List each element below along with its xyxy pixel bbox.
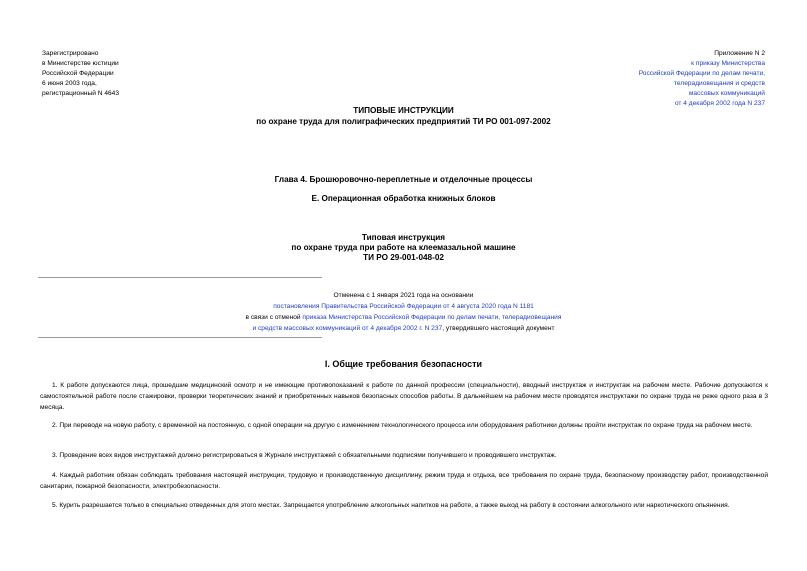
appendix-link-line: Российской Федерации по делам печати, bbox=[638, 70, 765, 77]
paragraph: 1. К работе допускаются лица, прошедшие медицинский осмотр и не имеющие противопоказаний к работе по данной профессии (специальности), вводный инструктаж и инструктаж на рабочем месте. Рабочие допускаются к самостоятельной работе после стажировки, проверки теоретических знаний и приобретенных навыков безопасных способов работы. В дальнейшем на рабочем месте проводятся инструктажи по охране труда не реже одного раза в 3 месяца. bbox=[40, 382, 768, 411]
subsection-heading: Е. Операционная обработка книжных блоков bbox=[311, 194, 496, 203]
registration-line: регистрационный N 4643 bbox=[42, 90, 120, 97]
registration-line: 6 июня 2003 года, bbox=[42, 80, 97, 87]
registration-note bbox=[42, 49, 119, 99]
divider bbox=[38, 277, 322, 278]
paragraph: 2. При переводе на новую работу, с временной на постоянную, с одной операции на другую с изменением технологического процесса или оборудования работники должны пройти инструктаж по охране труда на рабочем месте. bbox=[52, 422, 753, 429]
chapter-heading: Глава 4. Брошюровочно-переплетные и отделочные процессы bbox=[274, 175, 533, 184]
cancellation-text: , утвердившего настоящий документ bbox=[442, 325, 555, 332]
registration-line: в Министерстве юстиции bbox=[42, 60, 119, 67]
paragraph: 5. Курить разрешается только в специально отведенных для этого местах. Запрещается употребление алкогольных напитков на работе, а также выход на работу в состоянии алкогольного или наркотического опьянения. bbox=[52, 502, 730, 509]
appendix-link-line: к приказу Министерства bbox=[691, 60, 765, 67]
appendix-label: Приложение N 2 bbox=[714, 50, 765, 57]
doc-title: ТИПОВЫЕ ИНСТРУКЦИИ bbox=[353, 106, 454, 115]
registration-line: Зарегистрировано bbox=[42, 50, 99, 57]
section-heading: I. Общие требования безопасности bbox=[324, 359, 483, 369]
instruction-code: ТИ РО 29-001-048-02 bbox=[363, 253, 444, 262]
paragraph: 3. Проведение всех видов инструктажей должно регистрироваться в Журнале инструктажей с обязательными подписями получившего и проводившего инструктаж. bbox=[52, 452, 557, 459]
appendix-link-line: массовых коммуникаций bbox=[688, 90, 765, 97]
cancellation-line: Отменена с 1 января 2021 года на основании bbox=[333, 292, 474, 299]
divider bbox=[38, 337, 322, 338]
doc-subtitle: по охране труда для полиграфических предприятий ТИ РО 001-097-2002 bbox=[256, 117, 551, 126]
paragraph: 4. Каждый работник обязан соблюдать требования настоящей инструкции, трудовую и производственную дисциплину, режим труда и отдыха, все требования по охране труда, безопасному производству работ, производственной санитарии, пожарной безопасности, электробезопасности. bbox=[40, 472, 768, 490]
ministry-order-link[interactable]: приказа Министерства Российской Федерации по делам печати, телерадиовещания bbox=[302, 314, 562, 321]
instruction-subtitle: по охране труда при работе на клеемазальной машине bbox=[291, 243, 516, 252]
instruction-title: Типовая инструкция bbox=[361, 233, 446, 242]
cancellation-text: в связи с отменой bbox=[245, 314, 303, 321]
appendix-note bbox=[639, 49, 765, 109]
cancellation-note bbox=[0, 290, 807, 334]
government-decree-link[interactable]: постановления Правительства Российской Федерации от 4 августа 2020 года N 1181 bbox=[273, 303, 534, 310]
appendix-order-link[interactable] bbox=[639, 59, 765, 109]
registration-line: Российской Федерации bbox=[42, 70, 114, 77]
appendix-link-line: телерадиовещания и средств bbox=[673, 80, 765, 87]
appendix-link-line: от 4 декабря 2002 года N 237 bbox=[674, 100, 765, 107]
ministry-order-link-cont[interactable]: и средств массовых коммуникаций от 4 декабря 2002 г. N 237 bbox=[252, 325, 443, 332]
